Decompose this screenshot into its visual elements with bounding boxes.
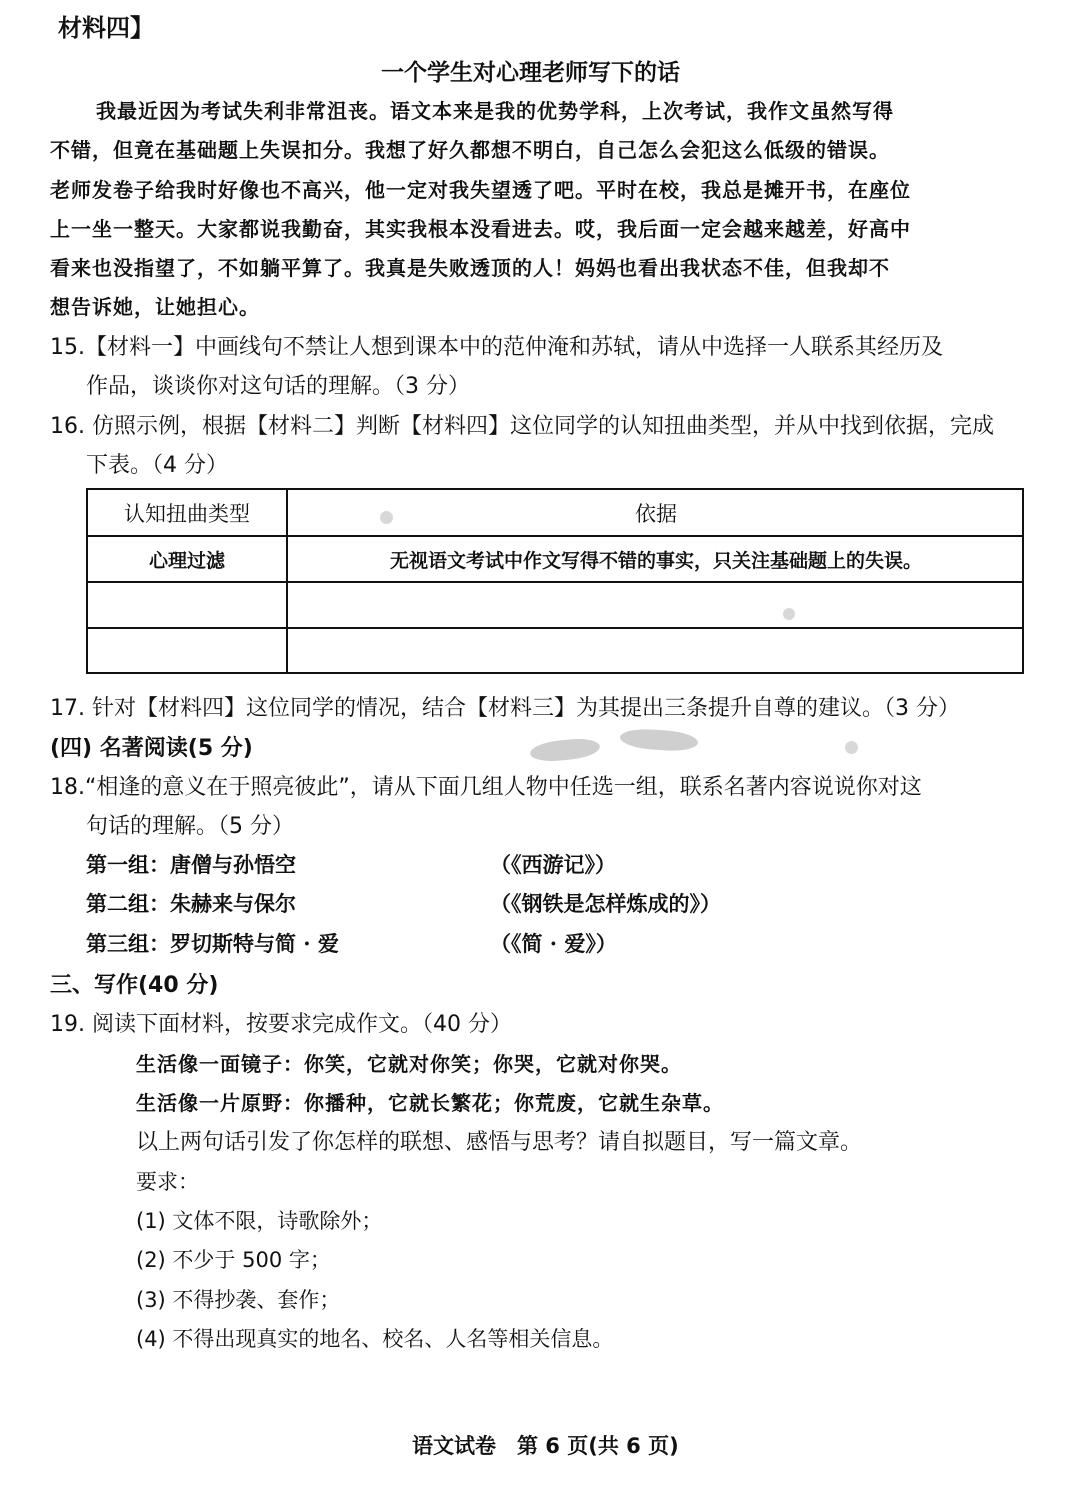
requirement-4: (4) 不得出现真实的地名、校名、人名等相关信息。 xyxy=(136,1327,614,1351)
table-header-type: 认知扭曲类型 xyxy=(124,501,250,526)
group-2-book: （《钢铁是怎样炼成的》） xyxy=(490,891,721,916)
requirement-3: (3) 不得抄袭、套作； xyxy=(136,1288,341,1312)
material-line-3: 老师发卷子给我时好像也不高兴，他一定对我失望透了吧。平时在校，我总是摊开书，在座位 xyxy=(50,178,911,202)
group-1-label: 第一组：唐僧与孙悟空 xyxy=(86,852,296,877)
question-18-cont: 句话的理解。（5 分） xyxy=(86,814,294,839)
section-classics-reading: (四) 名著阅读(5 分) xyxy=(50,736,253,761)
material-title: 一个学生对心理老师写下的话 xyxy=(381,60,680,86)
question-16: 16. 仿照示例，根据【材料二】判断【材料四】这位同学的认知扭曲类型，并从中找到依据，完成 xyxy=(50,414,994,439)
material-line-5: 看来也没指望了，不如躺平算了。我真是失败透顶的人！妈妈也看出我状态不佳，但我却不 xyxy=(50,256,890,280)
table-row xyxy=(88,537,1022,583)
quote-field: 生活像一片原野：你播种，它就长繁花；你荒废，它就生杂草。 xyxy=(136,1091,724,1115)
material-line-1: 我最近因为考试失利非常沮丧。语文本来是我的优势学科，上次考试，我作文虽然写得 xyxy=(96,99,894,123)
requirement-1: (1) 文体不限，诗歌除外； xyxy=(136,1209,383,1233)
table-cell-type[interactable] xyxy=(88,583,286,627)
section-writing: 三、写作(40 分) xyxy=(50,973,219,998)
essay-prompt: 以上两句话引发了你怎样的联想、感悟与思考？请自拟题目，写一篇文章。 xyxy=(136,1130,863,1155)
question-16-cont: 下表。（4 分） xyxy=(86,453,228,478)
table-cell-basis: 无视语文考试中作文写得不错的事实，只关注基础题上的失误。 xyxy=(389,549,922,572)
scan-smudge xyxy=(529,736,601,763)
requirement-2: (2) 不少于 500 字； xyxy=(136,1248,331,1272)
requirements-title: 要求： xyxy=(136,1170,199,1194)
table-cell-type: 心理过滤 xyxy=(148,549,225,572)
question-15: 15.【材料一】中画线句不禁让人想到课本中的范仲淹和苏轼，请从中选择一人联系其经历及 xyxy=(50,335,943,360)
cognitive-distortion-table xyxy=(86,488,1024,674)
group-3-label: 第三组：罗切斯特与简 · 爱 xyxy=(86,931,339,956)
table-cell-basis[interactable] xyxy=(288,629,1024,674)
page-footer: 语文试卷 第 6 页(共 6 页) xyxy=(412,1434,679,1458)
question-15-cont: 作品，谈谈你对这句话的理解。（3 分） xyxy=(86,374,470,399)
table-row-empty[interactable] xyxy=(88,629,1022,674)
table-cell-basis[interactable] xyxy=(288,583,1024,627)
question-18: 18.“相逢的意义在于照亮彼此”，请从下面几组人物中任选一组，联系名著内容说说你对这 xyxy=(50,775,922,800)
question-17: 17. 针对【材料四】这位同学的情况，结合【材料三】为其提出三条提升自尊的建议。（3 分） xyxy=(50,696,960,721)
question-19: 19. 阅读下面材料，按要求完成作文。（40 分） xyxy=(50,1012,512,1037)
table-header-basis: 依据 xyxy=(635,501,677,526)
table-header-row xyxy=(88,490,1022,537)
material-line-4: 上一坐一整天。大家都说我勤奋，其实我根本没看进去。哎，我后面一定会越来越差，好高中 xyxy=(50,217,911,241)
table-row-empty[interactable] xyxy=(88,583,1022,629)
group-2-label: 第二组：朱赫来与保尔 xyxy=(86,891,296,916)
material-label: 材料四】 xyxy=(58,14,154,42)
scan-smudge xyxy=(619,727,698,752)
material-line-6: 想告诉她，让她担心。 xyxy=(50,295,260,319)
group-1-book: （《西游记》） xyxy=(490,852,616,877)
table-cell-type[interactable] xyxy=(88,629,286,674)
group-3-book: （《简 · 爱》） xyxy=(490,931,617,956)
material-line-2: 不错，但竟在基础题上失误扣分。我想了好久都想不明白，自己怎么会犯这么低级的错误。 xyxy=(50,138,890,162)
quote-mirror: 生活像一面镜子：你笑，它就对你笑；你哭，它就对你哭。 xyxy=(136,1052,682,1076)
scan-smudge xyxy=(845,741,858,754)
